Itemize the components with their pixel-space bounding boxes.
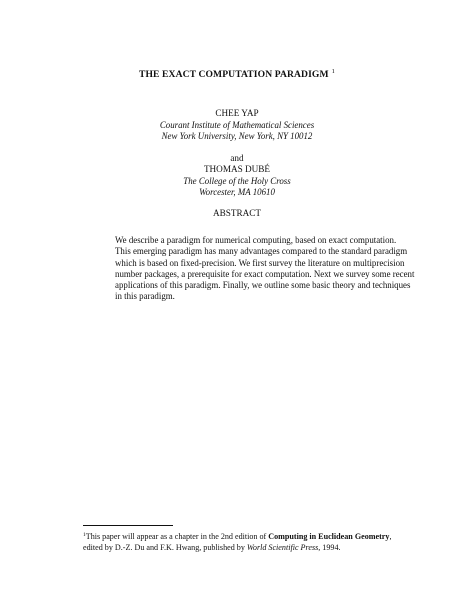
abstract-heading: ABSTRACT (213, 208, 261, 218)
abstract-line: We describe a paradigm for numerical computing, based on exact computation. (115, 235, 397, 245)
author-1-name: CHEE YAP (215, 108, 259, 118)
abstract-line: This emerging paradigm has many advantages compared to the standard paradigm (115, 246, 408, 257)
footnote-mark: 1 (83, 532, 86, 538)
author-conjunction: and (230, 153, 244, 163)
abstract-body (115, 235, 415, 303)
footnote-publisher: World Scientific Press (246, 543, 319, 552)
author-2-address: Worcester, MA 10610 (199, 187, 275, 197)
author-2-affiliation: The College of the Holy Cross (183, 176, 291, 186)
author-1-address: New York University, New York, NY 10012 (161, 131, 313, 141)
abstract-line: number packages, a prerequisite for exact computation. Next we survey some recent (115, 268, 415, 279)
paper-title (0, 68, 474, 80)
footnote-comma: , (389, 532, 392, 541)
author-2-name: THOMAS DUBÉ (203, 164, 271, 174)
title-footnote-mark: 1 (331, 68, 335, 75)
abstract-line: in this paradigm. (115, 291, 175, 302)
footnote-text-2: edited by D.-Z. Du and F.K. Hwang, published by (83, 543, 247, 552)
footnote-rule (83, 525, 173, 526)
footnote-text-1: This paper will appear as a chapter in the 2nd edition of (85, 532, 269, 541)
paper-title-text: THE EXACT COMPUTATION PARADIGM (139, 69, 329, 80)
abstract-line: which is based on fixed-precision. We first survey the literature on multiprecision (115, 257, 405, 268)
footnote-book-title: Computing in Euclidean Geometry (268, 532, 390, 541)
footnote (83, 530, 443, 553)
footnote-year: , 1994. (318, 543, 341, 552)
abstract-line: applications of this paradigm. Finally, we outline some basic theory and techniques (115, 280, 411, 291)
author-1-affiliation: Courant Institute of Mathematical Sciences (159, 120, 315, 130)
footnote-line-1 (83, 530, 443, 542)
footnote-line-2 (83, 542, 443, 553)
